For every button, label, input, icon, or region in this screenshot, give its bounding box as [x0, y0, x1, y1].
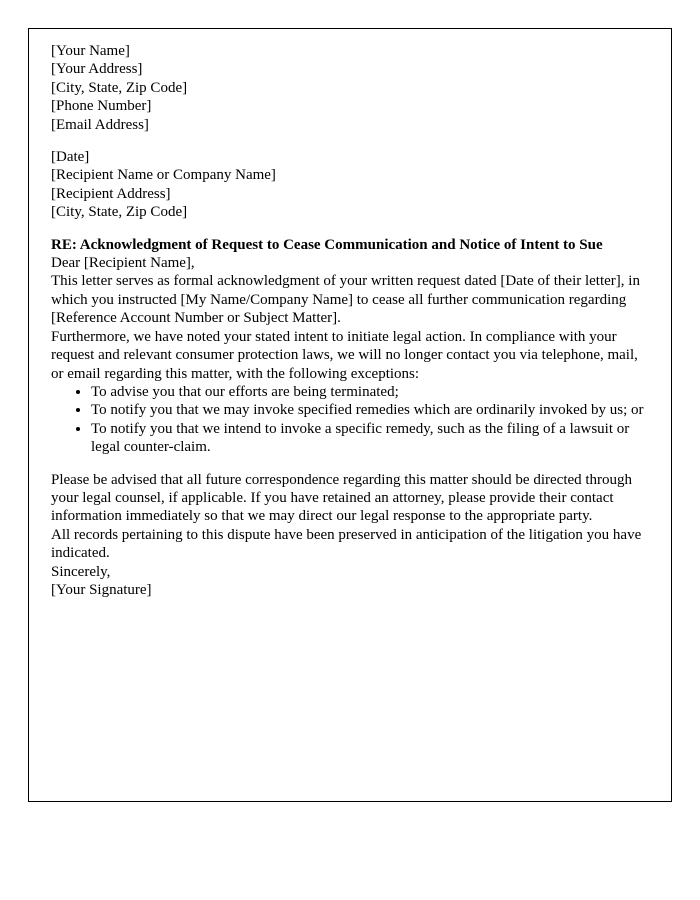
date-line: [Date] — [51, 149, 90, 166]
sender-name: [Your Name] — [51, 43, 130, 59]
exception-item-2: • To notify you that we may invoke specified remedies which are ordinarily invoked by us; or — [91, 401, 649, 419]
exception-item-3: • To notify you that we intend to invoke a specific remedy, such as the filing of a lawsuit or legal counter-claim. — [91, 420, 649, 457]
body-paragraph-3: Please be advised that all future correspondence regarding this matter should be directed through your legal counsel, if applicable. If you have retained an attorney, please provide their contact information immediately so that we may direct our legal response to the appropriate party. — [51, 471, 633, 525]
letter-border — [28, 28, 672, 802]
subject-line: RE: Acknowledgment of Request to Cease Communication and Notice of Intent to Sue — [51, 236, 603, 253]
sender-block — [51, 42, 649, 134]
body-paragraph-2: Furthermore, we have noted your stated intent to initiate legal action. In compliance with your request and relevant consumer protection laws, we will no longer contact you via telephone, mail, or email regarding this matter, with the following exceptions: — [51, 328, 638, 382]
closing: Sincerely, — [51, 563, 111, 580]
letter-content — [29, 29, 671, 599]
recipient-address: [Recipient Address] — [51, 185, 171, 202]
recipient-block — [51, 166, 649, 221]
body-paragraph-1: This letter serves as formal acknowledgment of your written request dated [Date of their letter], in which you instructed [My Name/Company Name] to cease all further communication regarding [Reference Account Number or Subject Matter]. — [51, 273, 640, 327]
signature-placeholder: [Your Signature] — [51, 581, 152, 598]
body-paragraph-4: All records pertaining to this dispute have been preserved in anticipation of the litigation you have indicated. — [51, 526, 642, 562]
sender-email: [Email Address] — [51, 116, 149, 133]
recipient-city-state-zip: [City, State, Zip Code] — [51, 204, 188, 221]
sender-phone: [Phone Number] — [51, 98, 152, 115]
sender-address: [Your Address] — [51, 61, 143, 78]
recipient-name: [Recipient Name or Company Name] — [51, 167, 276, 184]
sender-city-state-zip: [City, State, Zip Code] — [51, 79, 188, 96]
exceptions-list — [51, 383, 649, 457]
exception-item-1: • To advise you that our efforts are being terminated; — [91, 383, 649, 401]
salutation: Dear [Recipient Name], — [51, 255, 195, 272]
